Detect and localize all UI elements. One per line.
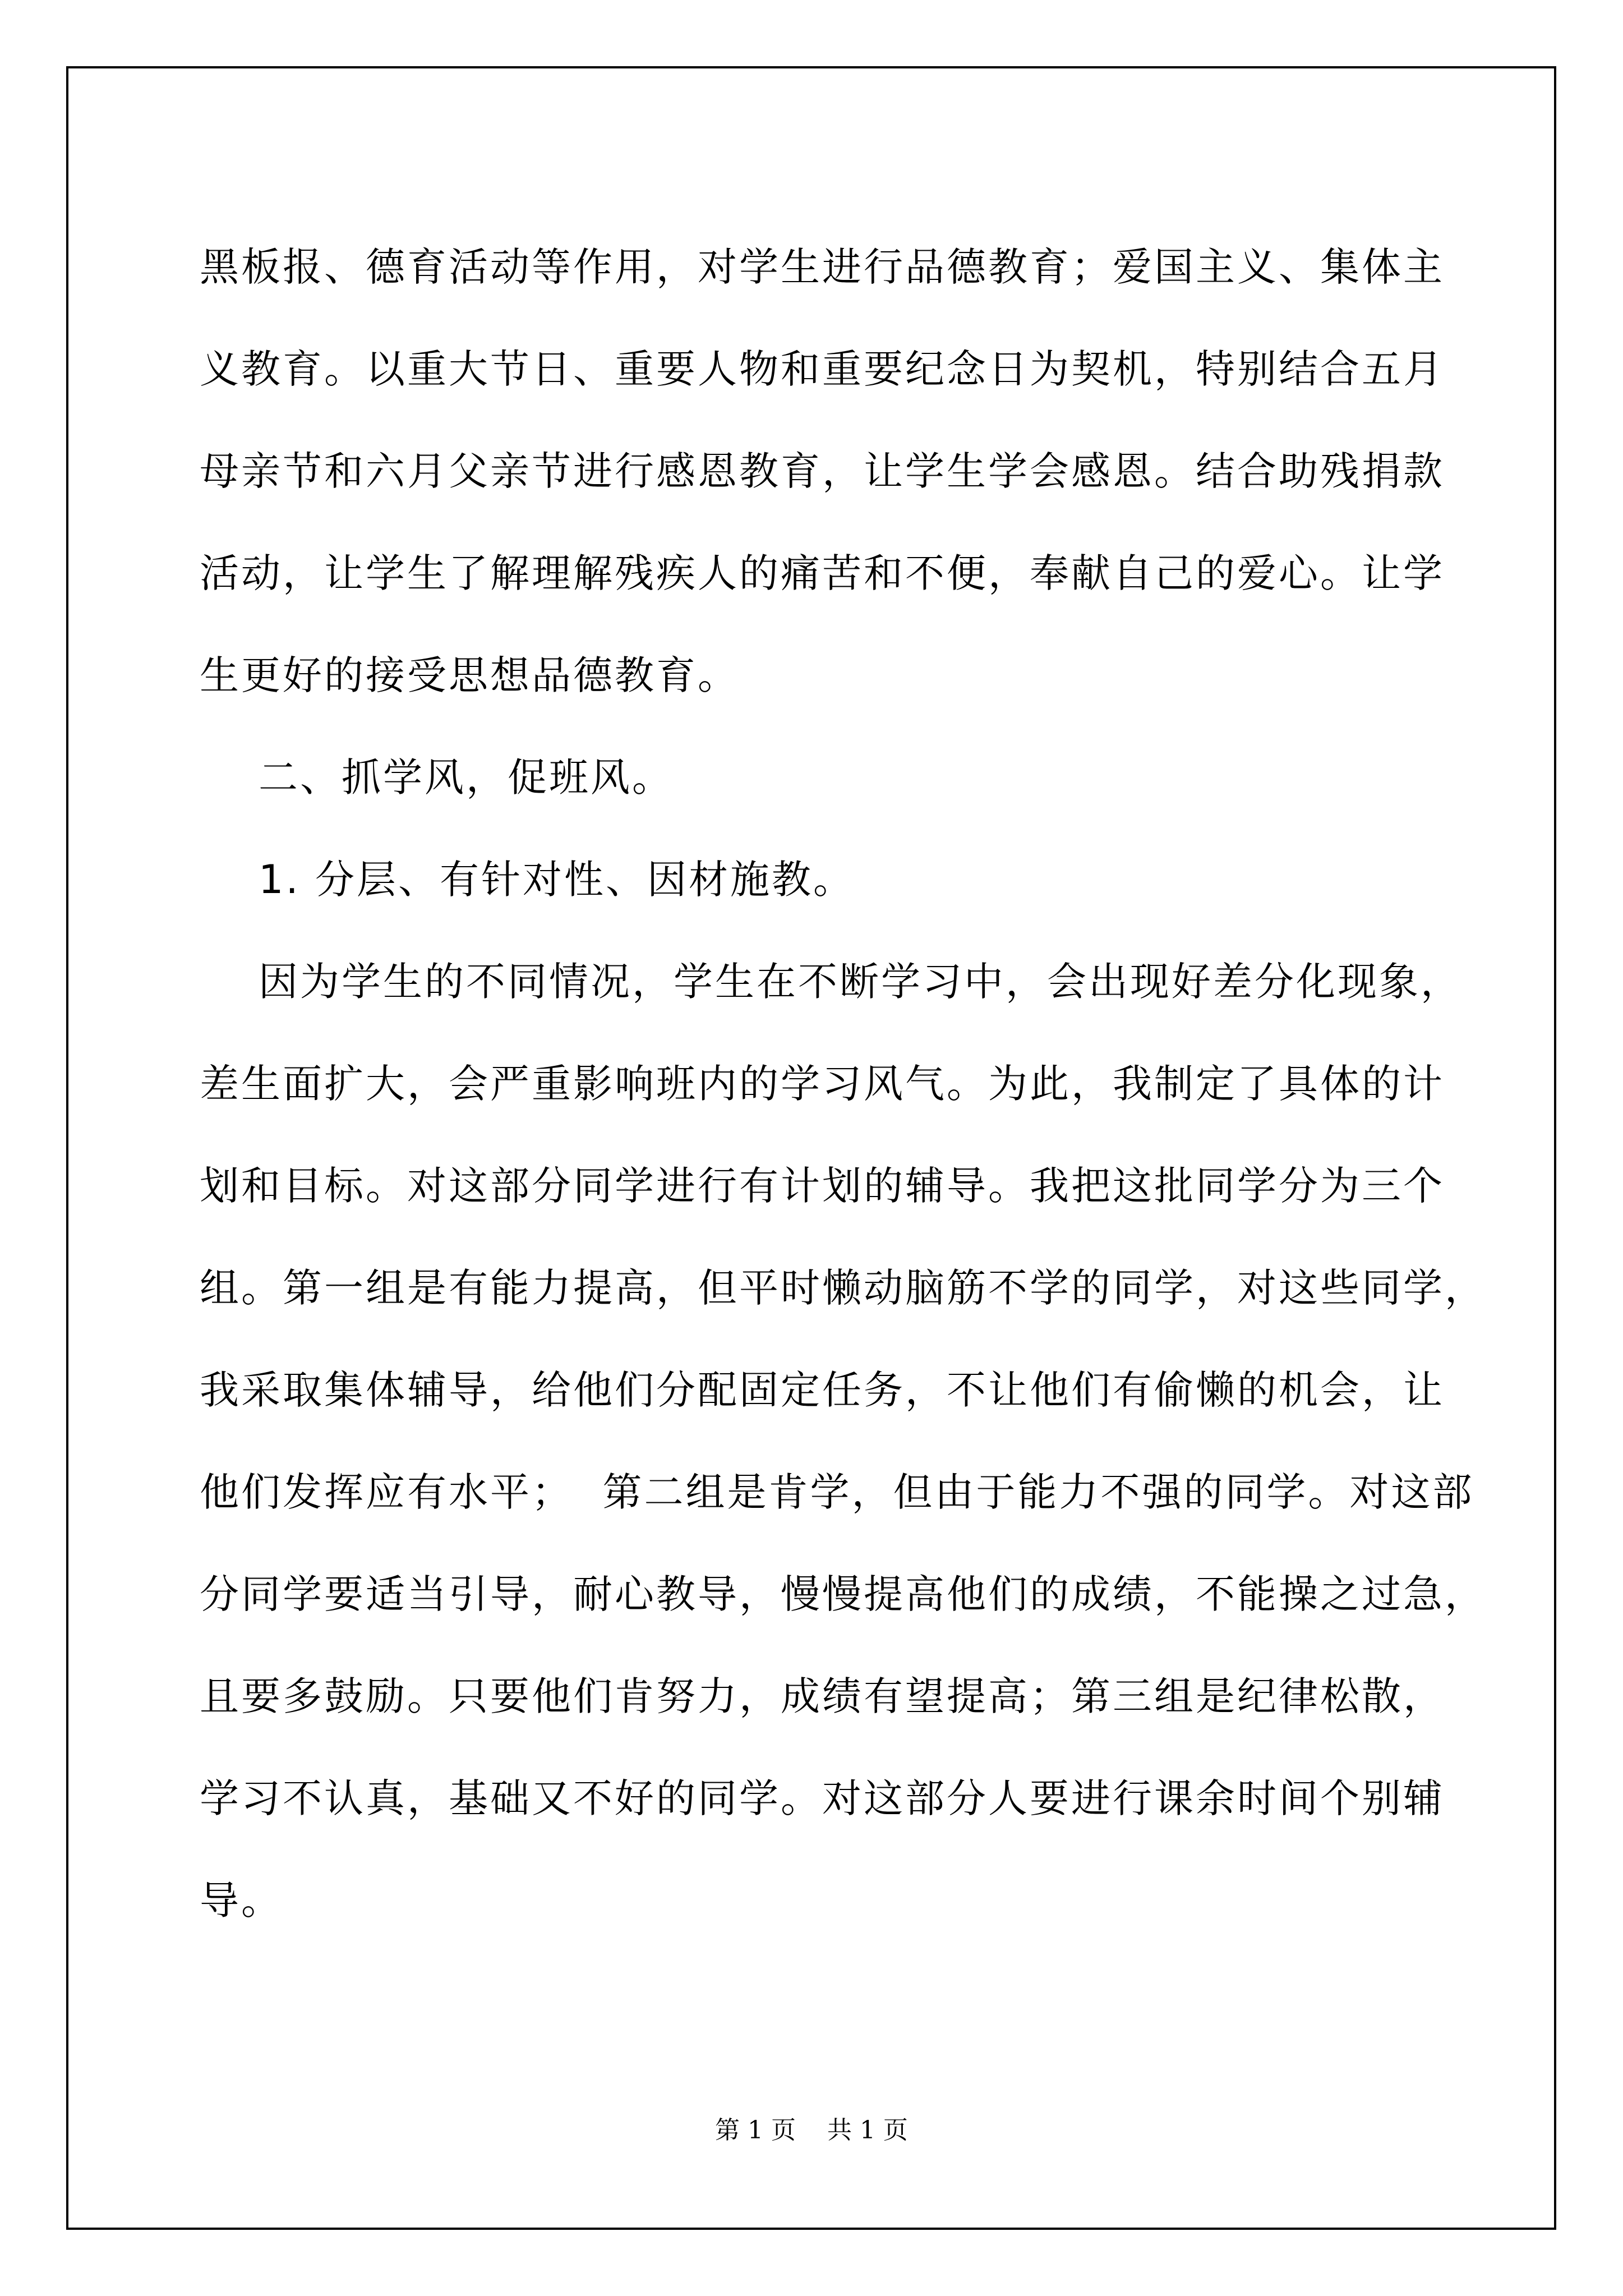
text-line: 导。 (200, 1878, 283, 1924)
subsection-heading: 1. 分层、有针对性、因材施教。 (200, 857, 855, 903)
text-line: 黑板报、德育活动等作用，对学生进行品德教育；爱国主义、集体主 (200, 244, 1445, 290)
text-line: 因为学生的不同情况，学生在不断学习中，会出现好差分化现象， (200, 959, 1463, 1005)
text-line: 且要多鼓励。只要他们肯努力，成绩有望提高；第三组是纪律松散， (200, 1673, 1445, 1719)
page-footer: 第 1 页 共 1 页 (715, 2116, 908, 2145)
text-line: 他们发挥应有水平； 第二组是肯学，但由于能力不强的同学。对这部 (200, 1469, 1474, 1515)
text-line: 活动，让学生了解理解残疾人的痛苦和不便，奉献自己的爱心。让学 (200, 550, 1445, 596)
body-text (200, 216, 1486, 1952)
section-heading: 二、抓学风，促班风。 (200, 754, 674, 800)
text-line: 义教育。以重大节日、重要人物和重要纪念日为契机，特别结合五月 (200, 346, 1445, 392)
text-line: 划和目标。对这部分同学进行有计划的辅导。我把这批同学分为三个 (200, 1163, 1445, 1209)
text-line: 学习不认真，基础又不好的同学。对这部分人要进行课余时间个别辅 (200, 1775, 1445, 1821)
text-line: 分同学要适当引导，耐心教导，慢慢提高他们的成绩，不能操之过急， (200, 1571, 1486, 1617)
text-line: 差生面扩大，会严重影响班内的学习风气。为此，我制定了具体的计 (200, 1061, 1445, 1107)
text-line: 母亲节和六月父亲节进行感恩教育，让学生学会感恩。结合助残捐款 (200, 448, 1445, 494)
text-line: 我采取集体辅导，给他们分配固定任务，不让他们有偷懒的机会，让 (200, 1367, 1445, 1413)
text-line: 组。第一组是有能力提高，但平时懒动脑筋不学的同学，对这些同学， (200, 1265, 1486, 1311)
text-line: 生更好的接受思想品德教育。 (200, 652, 739, 698)
